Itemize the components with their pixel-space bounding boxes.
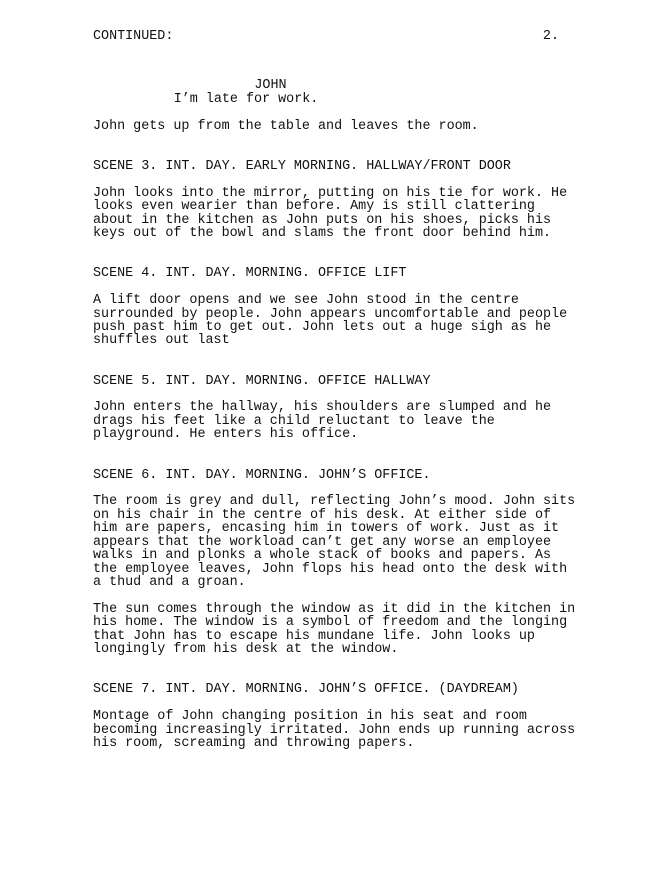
character-name: JOHN (254, 78, 287, 94)
action-paragraph (93, 603, 593, 657)
action-line: that John has to escape his mundane life. John looks up (93, 628, 535, 644)
action-line: on his chair in the centre of his desk. At either side of (93, 507, 552, 523)
action-paragraph (93, 187, 593, 241)
page-header (93, 30, 559, 43)
action-line: his home. The window is a symbol of freedom and the longing (93, 615, 568, 631)
action-line: Montage of John changing position in his seat and room (93, 709, 527, 725)
action-line: looks even wearier than before. Amy is still clattering (93, 199, 535, 215)
action-paragraph (93, 495, 593, 589)
action-paragraph (93, 710, 593, 750)
action-line: his room, screaming and throwing papers. (93, 736, 415, 752)
action-line: surrounded by people. John appears uncomfortable and people (93, 306, 568, 322)
action-line: The sun comes through the window as it did in the kitchen in (93, 601, 576, 617)
scene-heading-6: SCENE 6. INT. DAY. MORNING. JOHN’S OFFICE. (93, 467, 431, 483)
action-line: John looks into the mirror, putting on his tie for work. He (93, 185, 568, 201)
action-line: a thud and a groan. (93, 574, 246, 590)
action-line: John enters the hallway, his shoulders are slumped and he (93, 400, 552, 416)
action-line: playground. He enters his office. (93, 427, 359, 443)
action-line: walks in and plonks a whole stack of books and papers. As (93, 548, 552, 564)
action-line: about in the kitchen as John puts on his shoes, picks his (93, 212, 552, 228)
action-paragraph (93, 401, 593, 441)
action-line: longingly from his desk at the window. (93, 642, 399, 658)
action-line: keys out of the bowl and slams the front door behind him. (93, 225, 552, 241)
screenplay-body (93, 79, 593, 750)
action-line: push past him to get out. John lets out a huge sigh as he (93, 319, 552, 335)
continued-label: CONTINUED: (93, 29, 174, 45)
dialogue-line: I’m late for work. (173, 91, 319, 107)
action-line: John gets up from the table and leaves the room. (93, 118, 479, 134)
action-line: appears that the workload can’t get any worse an employee (93, 534, 552, 550)
scene-heading-5: SCENE 5. INT. DAY. MORNING. OFFICE HALLWAY (93, 373, 431, 389)
scene-heading-4: SCENE 4. INT. DAY. MORNING. OFFICE LIFT (93, 266, 407, 282)
action-line: the employee leaves, John flops his head onto the desk with (93, 561, 568, 577)
action-line: The room is grey and dull, reflecting John’s mood. John sits (93, 494, 576, 510)
scene-heading-7: SCENE 7. INT. DAY. MORNING. JOHN’S OFFICE. (DAYDREAM) (93, 682, 519, 698)
action-line: shuffles out last (93, 333, 230, 349)
action-paragraph (93, 294, 593, 348)
action-line: A lift door opens and we see John stood in the centre (93, 293, 519, 309)
action-line: him are papers, encasing him in towers of work. Just as it (93, 521, 560, 537)
action-line: becoming increasingly irritated. John ends up running across (93, 722, 576, 738)
scene-heading-3: SCENE 3. INT. DAY. EARLY MORNING. HALLWAY/FRONT DOOR (93, 158, 511, 174)
action-line: drags his feet like a child reluctant to leave the (93, 413, 495, 429)
page-number: 2. (542, 29, 559, 45)
